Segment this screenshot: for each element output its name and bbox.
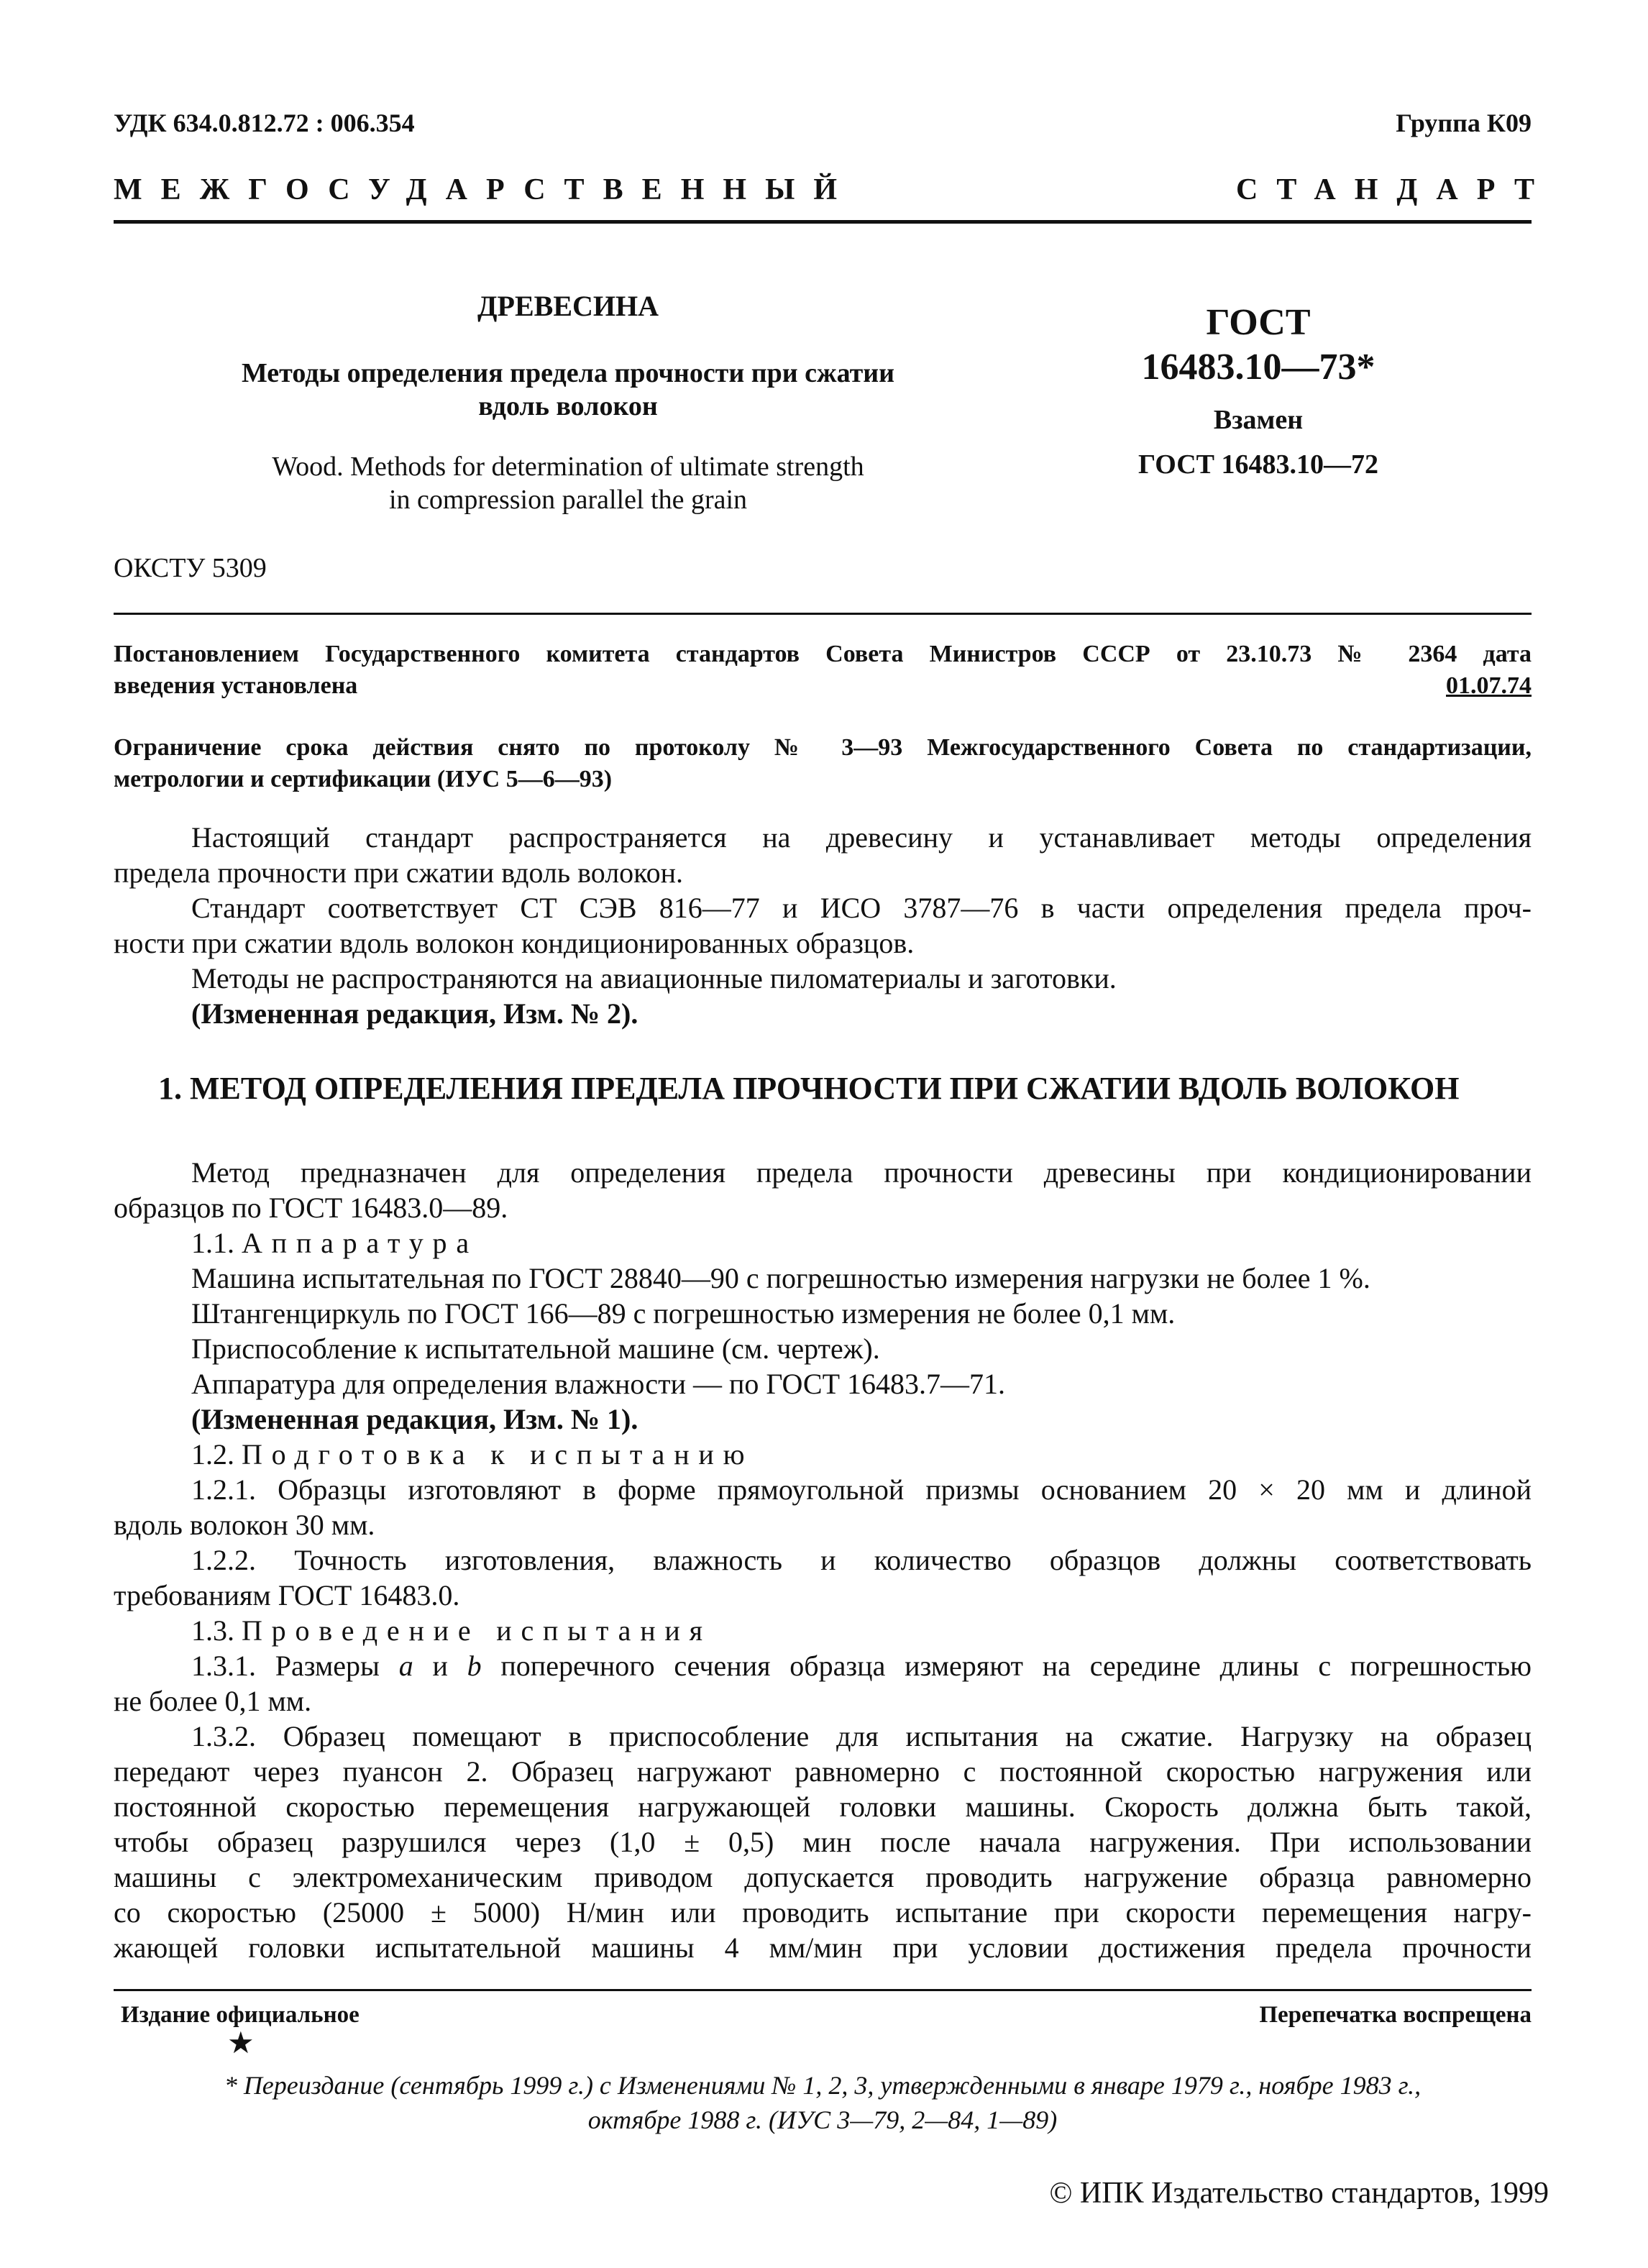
intro-p2-line-1: Стандарт соответствует СТ СЭВ 816—77 и ИСО 3787—76 в части определения предела проч- (191, 892, 1532, 924)
subsection-1-2-number: 1.2. (191, 1438, 234, 1471)
banner-interstate: МЕЖГОСУДАРСТВЕННЫЙ (114, 173, 856, 206)
english-title-line-2: in compression parallel the grain (388, 485, 748, 515)
intro-p2-line-2: ности при сжатии вдоль волокон кондиционированных образцов. (114, 927, 915, 959)
reprint-prohibited: Перепечатка воспрещена (1259, 2002, 1532, 2028)
replaces-value: ГОСТ 16483.10—72 (1137, 449, 1379, 480)
decree-block (114, 639, 1532, 702)
decree-effective-date: 01.07.74 (1446, 672, 1532, 699)
gost-block (1107, 301, 1409, 482)
variable-a: а (398, 1650, 413, 1682)
subsection-1-2-title: Подготовка к испытанию (242, 1438, 754, 1471)
intro-p1-line-2: предела прочности при сжатии вдоль волокон. (114, 856, 683, 889)
subsection-1-1-number: 1.1. (191, 1227, 234, 1259)
subsection-1-3-title: Проведение испытания (242, 1614, 712, 1647)
subsection-1-3 (114, 1613, 1532, 1648)
apparatus-moisture: Аппаратура для определения влажности — по ГОСТ 16483.7—71. (191, 1368, 1006, 1400)
clause-1-3-2-line-2: передают через пуансон 2. Образец нагружают равномерно с постоянной скоростью нагружения или (114, 1755, 1532, 1788)
apparatus-machine: Машина испытательная по ГОСТ 28840—90 с погрешностью измерения нагрузки не более 1 %. (191, 1262, 1370, 1294)
title-block (187, 288, 949, 516)
intro-p1-line-1: Настоящий стандарт распространяется на древесину и устанавливает методы определения (191, 821, 1532, 854)
banner-standard: СТАНДАРТ (1236, 173, 1553, 206)
apparatus-caliper: Штангенциркуль по ГОСТ 166—89 с погрешностью измерения не более 0,1 мм. (191, 1297, 1176, 1330)
limitation-line-2: метрологии и сертификации (ИУС 5—6—93) (114, 766, 613, 792)
intro-text (114, 820, 1532, 1031)
s1-p1-line-2: образцов по ГОСТ 16483.0—89. (114, 1192, 508, 1224)
apparatus-fixture: Приспособление к испытательной машине (см. чертеж). (191, 1332, 880, 1365)
reissue-note-line-1: * Переиздание (сентябрь 1999 г.) с Изменениями № 1, 2, 3, утвержденными в январе 1979 г., ноябре 1983 г., (224, 2071, 1422, 2100)
gost-number: 16483.10—73* (1141, 347, 1375, 388)
intro-amendment-note: (Измененная редакция, Изм. № 2). (191, 997, 638, 1030)
clause-1-3-1-conj: и (413, 1650, 467, 1682)
doc-title: ДРЕВЕСИНА (477, 290, 659, 322)
clause-1-3-2-line-6: со скоростью (25000 ± 5000) Н/мин или проводить испытание при скорости перемещения нагру- (114, 1896, 1532, 1929)
s1-p1-line-1: Метод предназначен для определения предела прочности древесины при кондиционировании (191, 1156, 1532, 1189)
subsection-1-3-number: 1.3. (191, 1614, 234, 1647)
udk-code: УДК 634.0.812.72 : 006.354 (114, 109, 415, 137)
clause-1-3-1-line-2: не более 0,1 мм. (114, 1685, 312, 1717)
clause-1-2-2-line-2: требованиям ГОСТ 16483.0. (114, 1579, 460, 1611)
reissue-note-line-2: октябре 1988 г. (ИУС 3—79, 2—84, 1—89) (587, 2105, 1058, 2134)
subsection-1-2 (114, 1437, 1532, 1472)
group-code: Группа К09 (1396, 109, 1532, 137)
official-edition: Издание официальное (121, 2002, 360, 2028)
clause-1-3-2-line-3: постоянной скоростью перемещения нагружающей головки машины. Скорость должна быть такой, (114, 1791, 1532, 1823)
decree-line-1: Постановлением Государственного комитета стандартов Совета Министров СССР от 23.10.73 № 2364 дата (114, 641, 1532, 667)
doc-subtitle-line-1: Методы определения предела прочности при сжатии (241, 358, 895, 388)
clause-1-3-2-line-4: чтобы образец разрушился через (1,0 ± 0,5) мин после начала нагружения. При использовании (114, 1826, 1532, 1858)
section-1-heading: 1. МЕТОД ОПРЕДЕЛЕНИЯ ПРЕДЕЛА ПРОЧНОСТИ ПРИ СЖАТИИ ВДОЛЬ ВОЛОКОН (158, 1071, 1460, 1106)
star-icon: ★ (227, 2027, 255, 2060)
clause-1-3-2-line-1: 1.3.2. Образец помещают в приспособление для испытания на сжатие. Нагрузку на образец (191, 1720, 1532, 1752)
limitation-block (114, 732, 1532, 795)
clause-1-2-1-line-2: вдоль волокон 30 мм. (114, 1509, 375, 1541)
decree-line-2 (114, 670, 1532, 702)
replaces-label: Взамен (1213, 405, 1304, 435)
doc-subtitle-line-2: вдоль волокон (478, 391, 658, 421)
copyright: © ИПК Издательство стандартов, 1999 (1049, 2177, 1549, 2210)
subsection-1-1-title: Аппаратура (242, 1227, 478, 1259)
title-rule (114, 613, 1532, 615)
apparatus-amendment-note: (Измененная редакция, Изм. № 1). (191, 1403, 638, 1435)
gost-label: ГОСТ (1206, 302, 1311, 343)
reissue-note (114, 2068, 1532, 2137)
subsection-1-1 (114, 1225, 1532, 1261)
variable-b: b (467, 1650, 482, 1682)
clause-1-3-2-line-7: жающей головки испытательной машины 4 мм/мин при условии достижения предела прочности (114, 1931, 1532, 1964)
banner-rule (114, 220, 1532, 224)
section-1-body (114, 1155, 1532, 1965)
okstu-code: ОКСТУ 5309 (114, 553, 267, 583)
clause-1-2-1-line-1: 1.2.1. Образцы изготовляют в форме прямоугольной призмы основанием 20 × 20 мм и длиной (191, 1473, 1532, 1506)
footer-rule (114, 1989, 1532, 1991)
limitation-line-1: Ограничение срока действия снято по протоколу № 3—93 Межгосударственного Совета по стандартизации, (114, 734, 1532, 761)
intro-p3: Методы не распространяются на авиационные пиломатериалы и заготовки. (191, 962, 1117, 994)
english-title-line-1: Wood. Methods for determination of ultimate strength (272, 452, 864, 482)
clause-1-3-1-line-1 (114, 1648, 1532, 1683)
decree-line-2-text: введения установлена (114, 672, 358, 699)
clause-1-3-2-line-5: машины с электромеханическим приводом допускается проводить нагружение образца равномерно (114, 1861, 1532, 1893)
clause-1-3-1-rest: поперечного сечения образца измеряют на середине длины с погрешностью (481, 1650, 1532, 1682)
clause-1-2-2-line-1: 1.2.2. Точность изготовления, влажность и количество образцов должны соответствовать (191, 1544, 1532, 1576)
clause-1-3-1-prefix: 1.3.1. Размеры (191, 1650, 399, 1682)
